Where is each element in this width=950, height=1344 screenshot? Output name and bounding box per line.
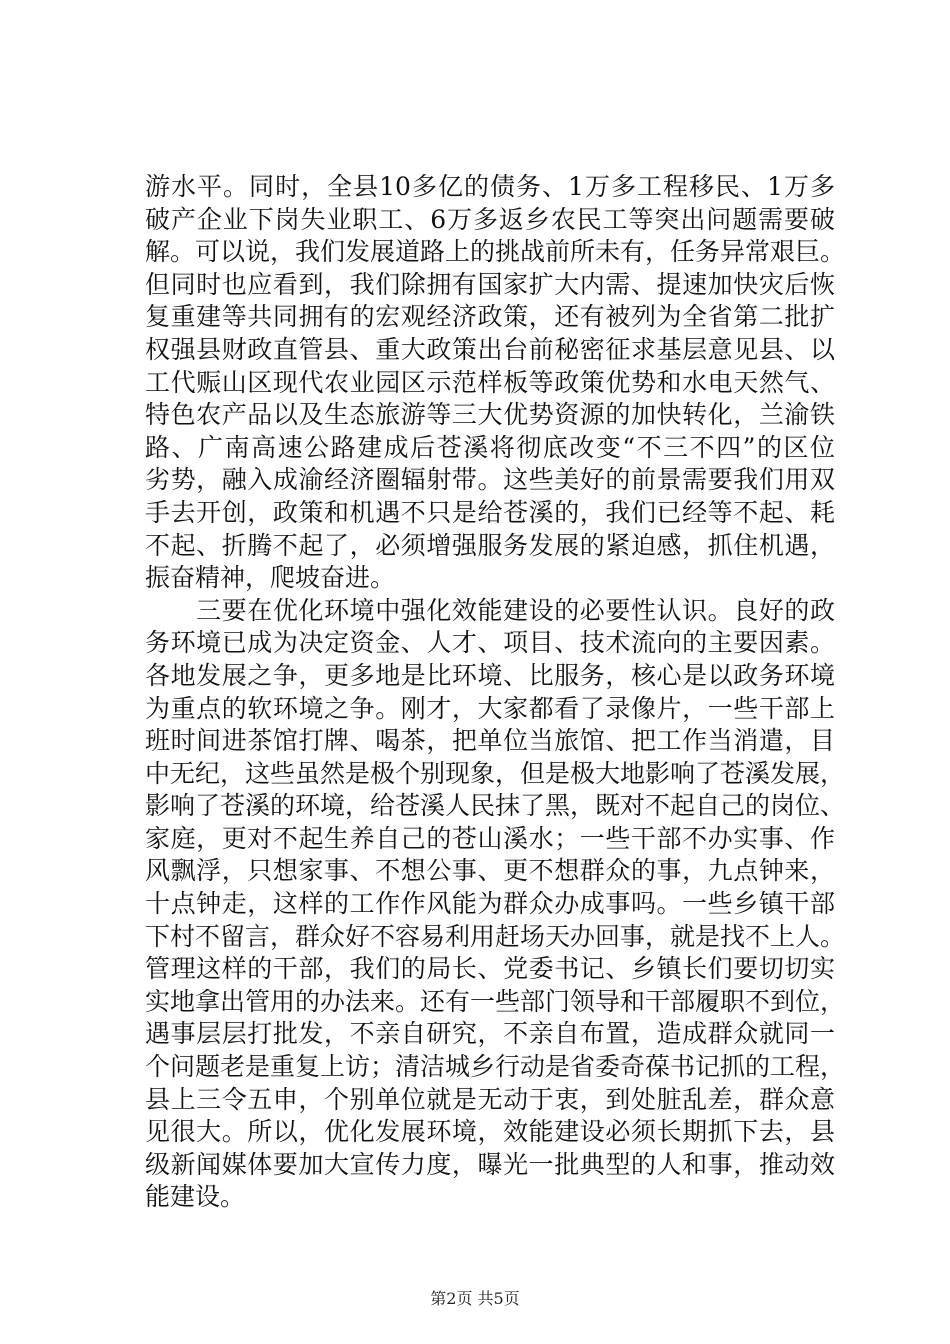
text-line: 工代赈山区现代农业园区示范样板等政策优势和水电天然气、 [145, 367, 835, 397]
text-line: 十点钟走，这样的工作作风能为群众办成事吗。一些乡镇干部 [145, 889, 835, 919]
text-line: 县上三令五申，个别单位就是无动于衷，到处脏乱差，群众意 [145, 1084, 835, 1114]
text-line: 遇事层层打批发，不亲自研究，不亲自布置，造成群众就同一 [145, 1019, 835, 1049]
text-line: 风飘浮，只想家事、不想公事、更不想群众的事，九点钟来， [145, 856, 835, 886]
text-line: 三要在优化环境中强化效能建设的必要性认识。良好的政 [145, 595, 835, 625]
page-footer: 第2页 共5页 [430, 1289, 520, 1308]
text-line: 劣势，融入成渝经济圈辐射带。这些美好的前景需要我们用双 [145, 465, 835, 495]
text-line: 权强县财政直管县、重大政策出台前秘密征求基层意见县、以 [145, 334, 835, 364]
text-line: 实地拿出管用的办法来。还有一些部门领导和干部履职不到位， [145, 986, 846, 1016]
text-line: 能建设。 [145, 1182, 246, 1212]
text-line: 振奋精神，爬坡奋进。 [145, 563, 396, 593]
text-line: 级新闻媒体要加大宣传力度，曝光一批典型的人和事，推动效 [145, 1149, 835, 1179]
body-text [145, 171, 846, 1214]
text-line: 复重建等共同拥有的宏观经济政策，还有被列为全省第二批扩 [145, 302, 835, 332]
text-line: 班时间进茶馆打牌、喝茶，把单位当旅馆、把工作当消遣，目 [145, 726, 835, 756]
text-line: 务环境已成为决定资金、人才、项目、技术流向的主要因素。 [145, 628, 835, 658]
text-line: 手去开创，政策和机遇不只是给苍溪的，我们已经等不起、耗 [145, 497, 835, 527]
text-line: 解。可以说，我们发展道路上的挑战前所未有，任务异常艰巨。 [145, 237, 846, 267]
text-line: 影响了苍溪的环境，给苍溪人民抹了黑，既对不起自己的岗位、 [145, 791, 846, 821]
text-line: 管理这样的干部，我们的局长、党委书记、乡镇长们要切切实 [145, 954, 835, 984]
text-line: 破产企业下岗失业职工、6万多返乡农民工等突出问题需要破 [145, 204, 835, 234]
text-line: 家庭，更对不起生养自己的苍山溪水；一些干部不办实事、作 [145, 823, 835, 853]
paragraph [145, 171, 846, 595]
text-line: 路、广南高速公路建成后苍溪将彻底改变“不三不四”的区位 [145, 432, 835, 462]
text-line: 见很大。所以，优化发展环境，效能建设必须长期抓下去，县 [145, 1117, 835, 1147]
text-line: 个问题老是重复上访；清洁城乡行动是省委奇葆书记抓的工程， [145, 1052, 846, 1082]
text-line: 特色农产品以及生态旅游等三大优势资源的加快转化，兰渝铁 [145, 400, 835, 430]
text-line: 但同时也应看到，我们除拥有国家扩大内需、提速加快灾后恢 [145, 269, 835, 299]
text-line: 为重点的软环境之争。刚才，大家都看了录像片，一些干部上 [145, 693, 835, 723]
text-line: 各地发展之争，更多地是比环境、比服务，核心是以政务环境 [145, 660, 835, 690]
text-line: 下村不留言，群众好不容易利用赶场天办回事，就是找不上人。 [145, 921, 846, 951]
text-line: 不起、折腾不起了，必须增强服务发展的紧迫感，抓住机遇， [145, 530, 835, 560]
paragraph [145, 595, 846, 1214]
text-line: 中无纪，这些虽然是极个别现象，但是极大地影响了苍溪发展， [145, 758, 846, 788]
text-line: 游水平。同时，全县10多亿的债务、1万多工程移民、1万多 [145, 172, 835, 201]
